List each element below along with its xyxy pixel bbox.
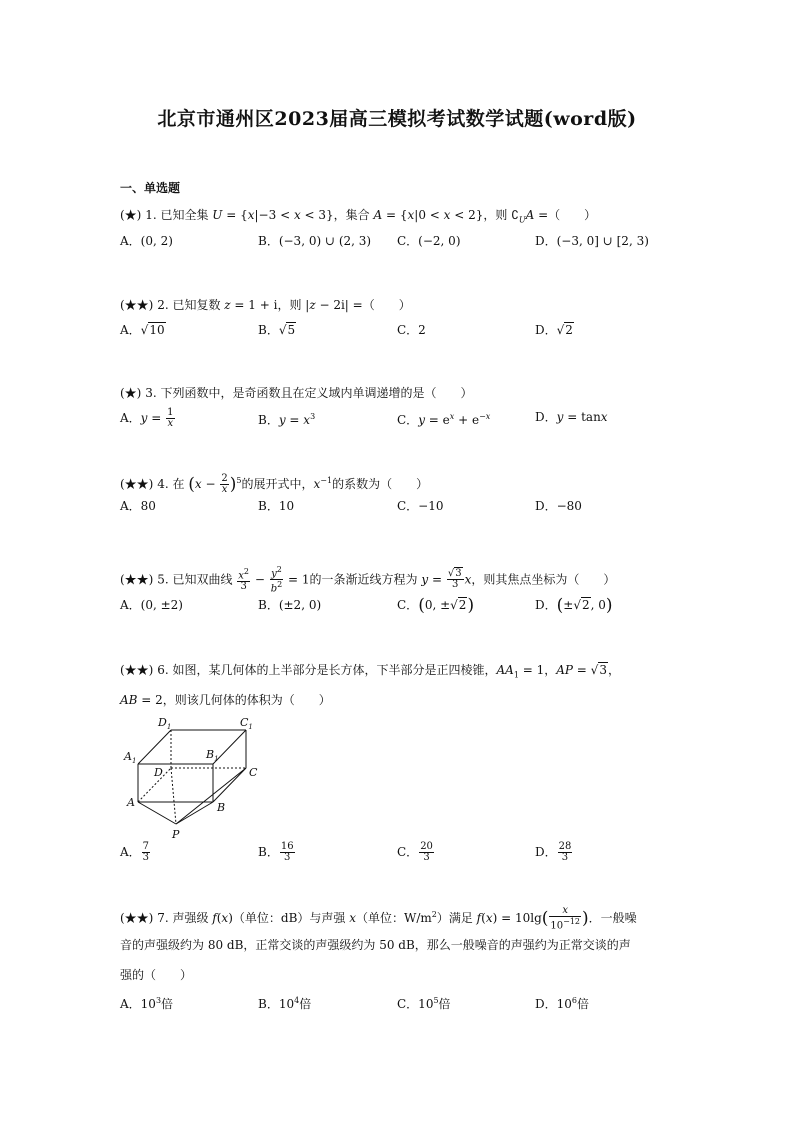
difficulty-stars: (★★) [120, 572, 154, 587]
label-a1: $A_1$ [124, 750, 137, 765]
label-c1: $C_1$ [240, 716, 253, 731]
label-b1: $B_1$ [206, 748, 219, 763]
difficulty-stars: (★★) [120, 298, 154, 312]
option-a[interactable]: A．(0, 2) [120, 234, 173, 248]
difficulty-stars: (★★) [120, 663, 154, 677]
option-d[interactable]: D．y = tanx [535, 410, 608, 424]
label-d: D [154, 766, 163, 779]
option-d[interactable]: D．(−3, 0] ∪ [2, 3) [535, 234, 649, 248]
question-4: (★★) 4. 在 (x − $\frac{2}{x}$ )$^5$的展开式中，$x^{-1}$的系数为（ ） [120, 473, 429, 495]
option-a[interactable]: A．√10 [120, 323, 165, 337]
label-p: P [172, 828, 180, 841]
question-5: (★★) 5. 已知双曲线 $\frac{x^2}{3}$ − $\frac{y^2}{b^2}$ = 1的一条渐近线方程为 y = $\frac{√3}{3}$ x，则其焦点坐标为（ ） [120, 565, 616, 595]
label-b: B [217, 801, 226, 814]
question-6: (★★) 6. 如图，某几何体的上半部分是长方体，下半部分是正四棱锥，$AA_1 = 1$，AP = √3， [120, 663, 620, 680]
option-c[interactable]: C．(−2, 0) [397, 234, 461, 248]
option-d[interactable]: D． $\frac{28}{3}$ [535, 841, 572, 863]
option-c[interactable]: C． $\frac{20}{3}$ [397, 841, 433, 863]
option-b[interactable]: B．(−3, 0) ∪ (2, 3) [258, 234, 372, 248]
option-a[interactable]: A．80 [120, 499, 156, 513]
question-3: (★) 3. 下列函数中，是奇函数且在定义域内单调递增的是（ ） [120, 386, 473, 400]
section-heading: 一、单选题 [120, 181, 181, 195]
option-d[interactable]: D．√2 [535, 323, 573, 337]
option-c[interactable]: C．−10 [397, 499, 444, 513]
difficulty-stars: (★★) [120, 911, 154, 926]
label-a: A [127, 796, 135, 809]
difficulty-stars: (★★) [120, 477, 154, 491]
option-d[interactable]: D．$10^6$倍 [535, 996, 590, 1011]
question-2: (★★) 2. 已知复数 z = 1 + i，则 |z − 2i| =（ ） [120, 298, 411, 312]
option-c[interactable]: C．$10^5$倍 [397, 996, 451, 1011]
option-c[interactable]: C．2 [397, 323, 426, 337]
option-d[interactable]: D．(±√2, 0) [535, 595, 613, 616]
option-d[interactable]: D．−80 [535, 499, 582, 513]
option-b[interactable]: B． $\frac{16}{3}$ [258, 841, 294, 863]
label-d1: $D_1$ [158, 716, 172, 731]
option-b[interactable]: B．10 [258, 499, 295, 513]
question-6-line-2: AB = 2，则该几何体的体积为（ ） [120, 693, 331, 707]
option-b[interactable]: B．$y = x^3$ [258, 412, 316, 427]
question-1: (★) 1. 已知全集 U = {x|−3 < x < 3}，集合 A = {x|0 < x < 2}，则 $∁_UA$ =（ ） [120, 208, 597, 225]
option-c[interactable]: C．$y = e^x + e^{-x}$ [397, 412, 491, 427]
option-a[interactable]: A．$10^3$倍 [120, 996, 174, 1011]
option-b[interactable]: B．√5 [258, 323, 296, 337]
question-7-line-3: 强的（ ） [120, 968, 193, 982]
option-b[interactable]: B．$10^4$倍 [258, 996, 312, 1011]
difficulty-stars: (★) [120, 386, 142, 400]
option-a[interactable]: A． $\frac{7}{3}$ [120, 841, 150, 863]
question-7-line-2: 音的声强级约为 80 dB，正常交谈的声强级约为 50 dB，那么一般噪音的声强约为正常交谈的声 [120, 938, 631, 952]
question-7: (★★) 7. 声强级 f(x)（单位：dB）与声强 x（单位：$W/m^2$）满足 f(x) = 10lg( $\frac{x}{10^{-12}}$ )．一般噪 [120, 905, 637, 932]
page-title: 北京市通州区2023届高三模拟考试数学试题(word版) [157, 108, 637, 130]
option-b[interactable]: B．(±2, 0) [258, 598, 322, 612]
geometry-figure [118, 714, 268, 842]
difficulty-stars: (★) [120, 208, 142, 222]
label-c: C [249, 766, 258, 779]
option-a[interactable]: A．(0, ±2) [120, 598, 183, 612]
option-a[interactable]: A．y = $\frac{1}{x}$ [120, 407, 174, 429]
option-c[interactable]: C．(0, ±√2) [397, 595, 475, 616]
